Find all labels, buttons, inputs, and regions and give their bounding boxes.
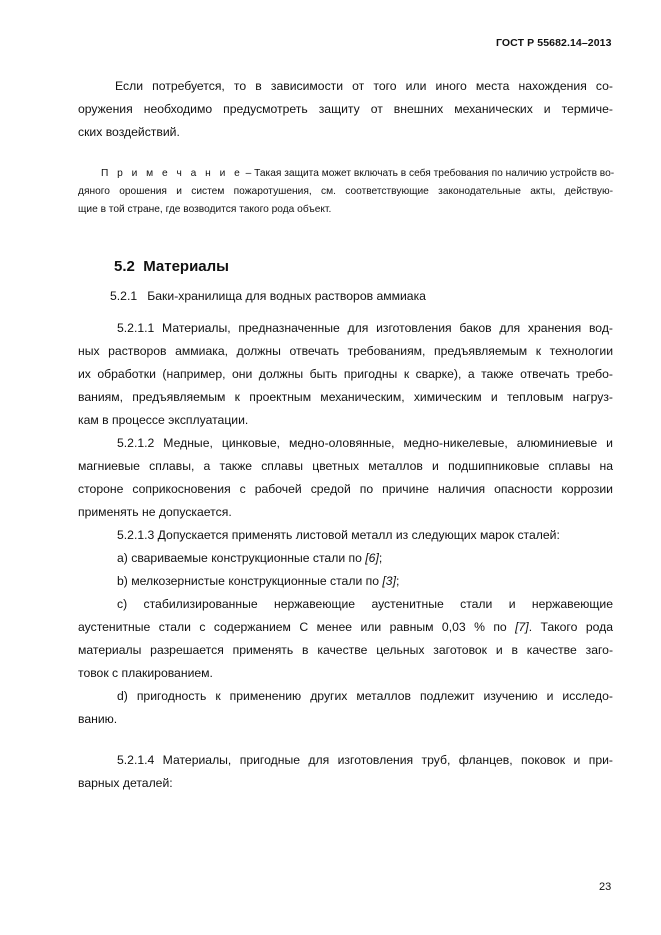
page-number: 23 (599, 881, 612, 893)
note-line-3: щие в той стране, где возводится такого рода объект. (78, 204, 332, 215)
p5212-line-2: магниевые сплавы, а также сплавы цветных металлов и подшипниковые сплавы на (78, 459, 613, 473)
subsection-heading (110, 289, 426, 303)
p5213-item-a-end: ; (378, 551, 383, 565)
p5213-item-b (117, 570, 399, 593)
p5213-item-c-line-4: товок с плакированием. (78, 666, 213, 680)
p5213-item-c-line-2-end: . Такого рода (528, 620, 613, 634)
p5213-item-b-ref: [3] (382, 574, 396, 588)
note-line-2: дяного орошения и систем пожаротушения, см. соответствующие законодательные акты, действую- (78, 186, 613, 197)
intro-line-2: оружения необходимо предусмотреть защиту от внешних механических и термиче- (78, 102, 613, 116)
p5213-item-b-text: b) мелкозернистые конструкционные стали по (117, 574, 383, 588)
p5213-intro: 5.2.1.3 Допускается применять листовой металл из следующих марок сталей: (117, 528, 560, 542)
intro-line-3: ских воздействий. (78, 125, 180, 139)
p5212-line-3: стороне соприкосновения с рабочей средой по причине наличия опасности коррозии (78, 482, 613, 496)
section-heading (114, 258, 229, 275)
p5213-item-c-line-2-text: аустенитные стали с содержанием C менее или равным 0,03 % по (78, 620, 516, 634)
p5212-line-4: применять не допускается. (78, 505, 232, 519)
p5212-line-1: 5.2.1.2 Медные, цинковые, медно-оловянные, медно-никелевые, алюминиевые и (117, 436, 613, 450)
note-line-1 (101, 165, 613, 183)
p5213-item-a-text: а) свариваемые конструкционные стали по (117, 551, 366, 565)
p5213-item-a (117, 547, 382, 570)
intro-line-1: Если потребуется, то в зависимости от того или иного места нахождения со- (115, 79, 613, 93)
p5213-item-c-line-1: c) стабилизированные нержавеющие аустенитные стали и нержавеющие (117, 597, 613, 611)
p5211-line-5: кам в процессе эксплуатации. (78, 413, 249, 427)
p5211-line-1: 5.2.1.1 Материалы, предназначенные для изготовления баков для хранения вод- (117, 321, 613, 335)
section-title: Материалы (143, 258, 229, 275)
p5214-line-1: 5.2.1.4 Материалы, пригодные для изготовления труб, фланцев, поковок и при- (117, 753, 613, 767)
subsection-number: 5.2.1 (110, 289, 138, 303)
p5211-line-4: ваниям, предъявляемым к проектным механическим, химическим и тепловым нагруз- (78, 390, 613, 404)
p5213-item-c-ref: [7] (515, 620, 529, 634)
note-label: П р и м е ч а н и е (101, 168, 243, 179)
p5214-line-2: варных деталей: (78, 776, 173, 790)
p5213-item-d-line-2: ванию. (78, 712, 118, 726)
subsection-title: Баки-хранилища для водных растворов аммиака (147, 289, 426, 303)
p5213-item-c-line-2 (78, 616, 613, 639)
section-number: 5.2 (114, 258, 135, 275)
p5213-item-a-ref: [6] (365, 551, 379, 565)
p5211-line-3: их обработки (например, они должны быть пригодны к сварке), а также отвечать требо- (78, 367, 613, 381)
p5211-line-2: ных растворов аммиака, должны отвечать требованиям, предъявляемым к технологии (78, 344, 613, 358)
p5213-item-b-end: ; (395, 574, 400, 588)
p5213-item-d-line-1: d) пригодность к применению других металлов подлежит изучению и исследо- (117, 689, 613, 703)
note-line-1-text: – Такая защита может включать в себя требования по наличию устройств во- (242, 168, 615, 179)
p5213-item-c-line-3: материалы разрешается применять в качестве цельных заготовок и в качестве заго- (78, 643, 613, 657)
document-header: ГОСТ Р 55682.14–2013 (496, 37, 612, 49)
